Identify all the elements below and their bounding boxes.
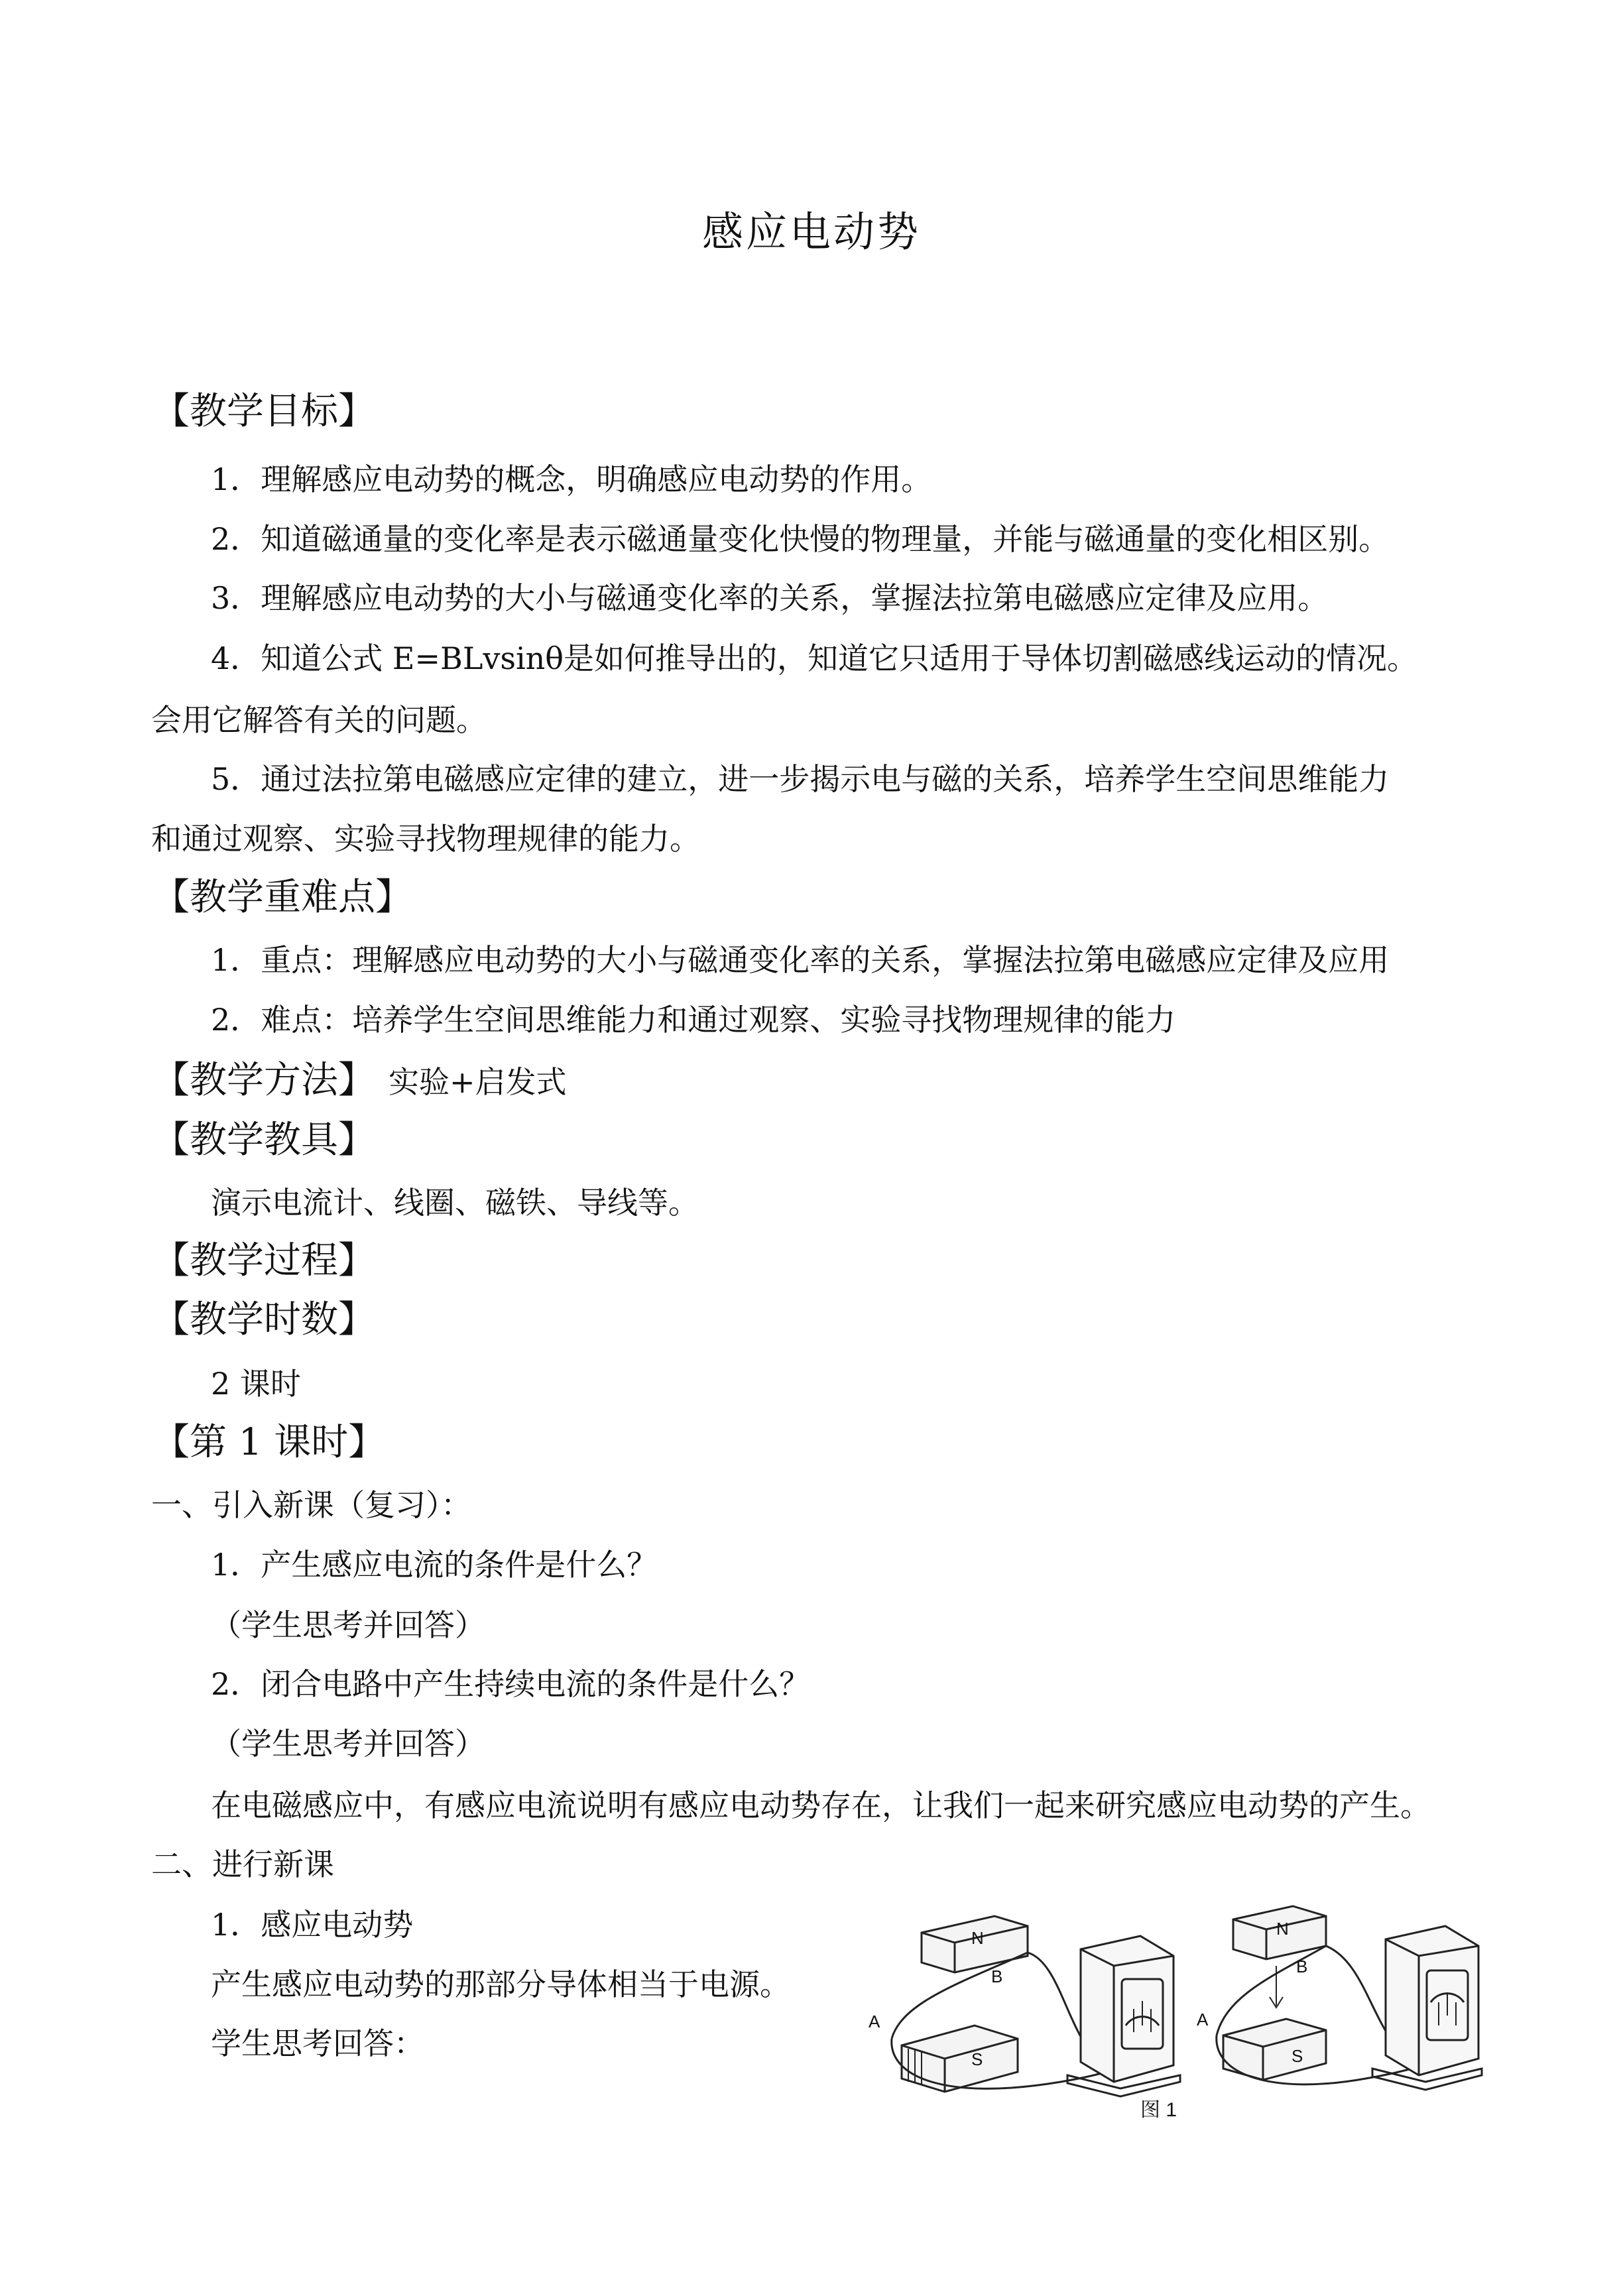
question-1: 1．产生感应电流的条件是什么？ — [211, 1547, 658, 1583]
figure-1-drawing — [862, 1883, 1485, 2122]
heading-lesson-1: 【第 1 课时】 — [152, 1421, 386, 1464]
figure-label-B-left: B — [991, 1966, 1003, 1986]
objective-1: 1．理解感应电动势的概念，明确感应电动势的作用。 — [211, 461, 932, 497]
figure-1 — [862, 1883, 1485, 2122]
heading-method-label: 【教学方法】 — [152, 1059, 375, 1102]
figure-label-N-left: N — [971, 1928, 984, 1948]
figure-label-S-right: S — [1292, 2046, 1303, 2066]
key-point: 1．重点：理解感应电动势的大小与磁通变化率的关系，掌握法拉第电磁感应定律及应用 — [211, 942, 1390, 978]
method-value: 实验+启发式 — [389, 1064, 567, 1100]
question-2: 2．闭合电路中产生持续电流的条件是什么？ — [211, 1666, 810, 1702]
hours-value: 2 课时 — [211, 1366, 301, 1402]
subsection-emf: 1．感应电动势 — [211, 1907, 414, 1943]
heading-tools: 【教学教具】 — [152, 1118, 375, 1162]
figure-label-A-right: A — [1197, 2010, 1209, 2029]
heading-objectives: 【教学目标】 — [152, 390, 375, 433]
page-title: 感应电动势 — [701, 208, 921, 256]
heading-method — [152, 1057, 567, 1106]
heading-process: 【教学过程】 — [152, 1239, 375, 1282]
figure-label-A-left: A — [869, 2012, 880, 2031]
figure-caption: 图 1 — [1140, 2099, 1177, 2121]
difficult-point: 2．难点：培养学生空间思维能力和通过观察、实验寻找物理规律的能力 — [211, 1002, 1176, 1038]
answer-note-1: （学生思考并回答） — [211, 1607, 485, 1643]
objective-5-cont: 和通过观察、实验寻找物理规律的能力。 — [151, 821, 700, 857]
objective-4: 4．知道公式 E=BLvsinθ是如何推导出的，知道它只适用于导体切割磁感线运动的情况。 — [211, 640, 1417, 676]
tools-list: 演示电流计、线圈、磁铁、导线等。 — [211, 1185, 699, 1221]
figure-label-B-right: B — [1296, 1957, 1308, 1976]
heading-key-points: 【教学重难点】 — [152, 876, 412, 919]
objective-3: 3．理解感应电动势的大小与磁通变化率的关系，掌握法拉第电磁感应定律及应用。 — [211, 580, 1329, 616]
figure-label-N-right: N — [1276, 1919, 1289, 1939]
section-intro: 一、引入新课（复习）： — [151, 1487, 471, 1523]
objective-4-cont: 会用它解答有关的问题。 — [151, 702, 487, 738]
intro-paragraph: 在电磁感应中，有感应电流说明有感应电动势存在，让我们一起来研究感应电动势的产生。 — [211, 1787, 1431, 1823]
heading-hours: 【教学时数】 — [152, 1298, 375, 1341]
section-new-lesson: 二、进行新课 — [151, 1846, 334, 1882]
student-answer-prompt: 学生思考回答： — [211, 2025, 424, 2061]
objective-5: 5．通过法拉第电磁感应定律的建立，进一步揭示电与磁的关系，培养学生空间思维能力 — [211, 761, 1390, 797]
objective-2: 2．知道磁通量的变化率是表示磁通量变化快慢的物理量，并能与磁通量的变化相区别。 — [211, 521, 1390, 557]
figure-label-S-left: S — [971, 2049, 983, 2069]
answer-note-2: （学生思考并回答） — [211, 1726, 485, 1762]
emf-definition: 产生感应电动势的那部分导体相当于电源。 — [211, 1966, 790, 2002]
